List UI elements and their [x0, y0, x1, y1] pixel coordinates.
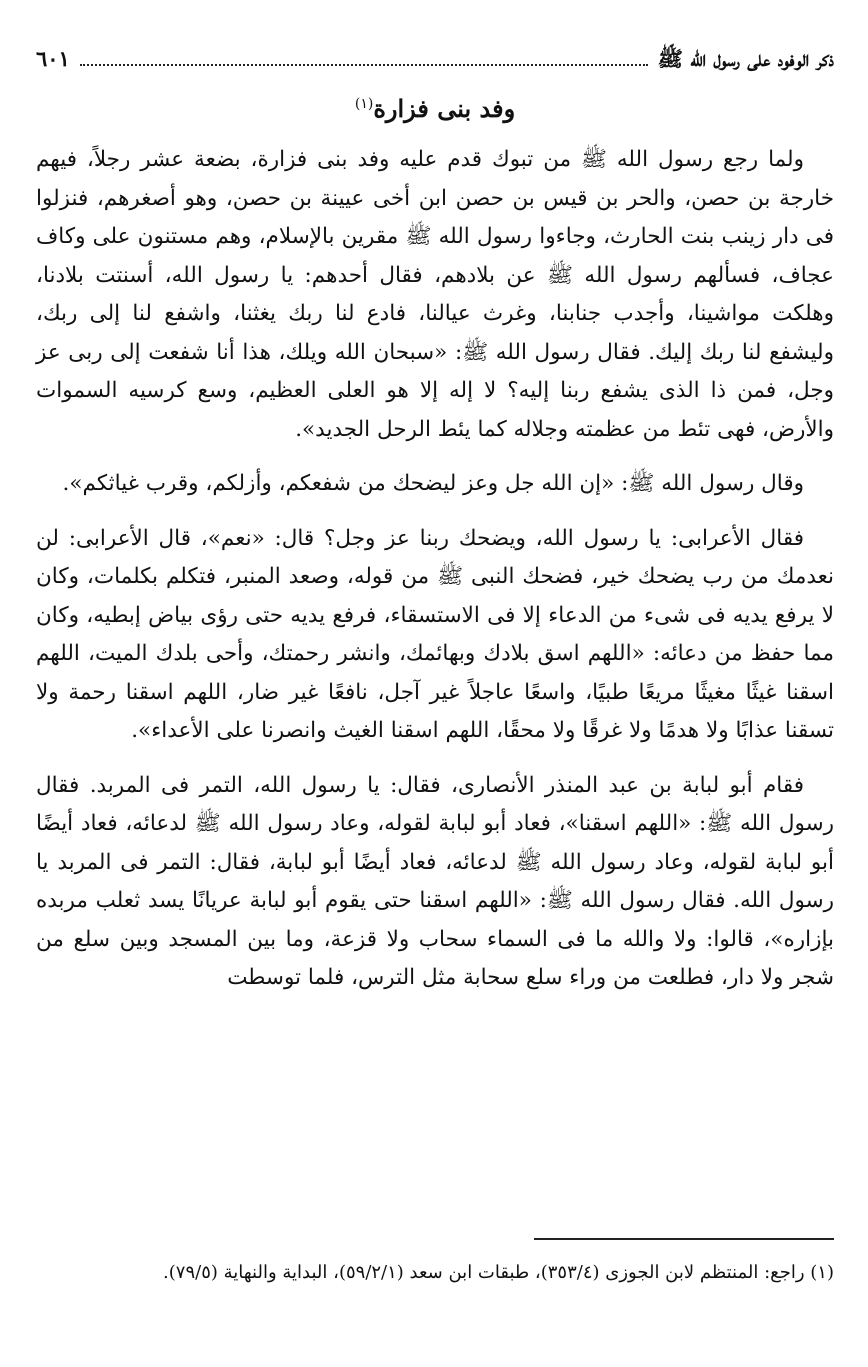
paragraph-4: فقام أبو لبابة بن عبد المنذر الأنصارى، فقال: يا رسول الله، التمر فى المربد. فقال رسول الله ﷺ: «اللهم اسقنا»، فعاد أبو لبابة لقوله، وعاد رسول الله ﷺ لدعائه، فعاد أيضًا أبو لبابة لقوله، وعاد رسول الله ﷺ لدعائه، فعاد أيضًا أبو لبابة، فقال: التمر فى المربد يا رسول الله. فقال رسول الله ﷺ: «اللهم اسقنا حتى يقوم أبو لبابة عريانًا يسد ثعلب مربده بإزاره»، قالوا: ولا والله ما فى السماء سحاب ولا قزعة، وما بين المسجد وبين سلع من شجر ولا دار، فطلعت من وراء سلع سحابة مثل الترس، فلما توسطت: [36, 772, 834, 990]
running-title: ذكر الوفود على رسول الله ﷺ: [657, 46, 834, 71]
paragraph-2: وقال رسول الله ﷺ: «إن الله جل وعز ليضحك من شفعكم، وأزلكم، وقرب غياثكم».: [62, 471, 804, 496]
section-title-text: وفد بنى فزارة: [373, 94, 516, 123]
leader-dots: [80, 64, 648, 66]
paragraph-1: ولما رجع رسول الله ﷺ من تبوك قدم عليه وفد بنى فزارة، بضعة عشر رجلاً، فيهم خارجة بن حصن، والحر بن قيس بن حصن ابن أخى عيينة بن حصن، وهو أصغرهم، فنزلوا فى دار زينب بنت الحارث، وجاءوا رسول الله ﷺ مقرين بالإسلام، وهم مستنون على وكاف عجاف، فسألهم رسول الله ﷺ عن بلادهم، فقال أحدهم: يا رسول الله، أسنتت بلادنا، وهلكت مواشينا، وأجدب جنابنا، وغرث عيالنا، فادع لنا ربك يغثنا، واشفع لنا إلى ربك، وليشفع لنا ربك إليك. فقال رسول الله ﷺ: «سبحان الله ويلك، هذا أنا شفعت إلى ربى عز وجل، فمن ذا الذى يشفع ربنا إليه؟ لا إله إلا هو العلى العظيم، وسع كرسيه السموات والأرض، فهى تئط من عظمته وجلاله كما يئط الرحل الجديد».: [36, 147, 834, 442]
paragraph-3: فقال الأعرابى: يا رسول الله، ويضحك ربنا عز وجل؟ قال: «نعم»، قال الأعرابى: لن نعدمك من رب يضحك خير، فضحك النبى ﷺ من قوله، وصعد المنبر، فتكلم بكلمات، وكان لا يرفع يديه فى شىء من الدعاء إلا فى الاستسقاء، فرفع يديه حتى رؤى بياض إبطيه، وكان مما حفظ من دعائه: «اللهم اسق بلادك وبهائمك، وانشر رحمتك، وأحى بلدك الميت، اللهم اسقنا غيثًا مغيثًا مريعًا طبيًا، واسعًا عاجلاً غير آجل، نافعًا غير ضار، اللهم اسقنا رحمة ولا تسقنا عذابًا ولا هدمًا ولا غرقًا ولا محقًا، اللهم اسقنا الغيث وانصرنا على الأعداء».: [36, 525, 834, 743]
footnote: (١) راجع: المنتظم لابن الجوزى (٣٥٣/٤)، طبقات ابن سعد (٥٩/٢/١)، البداية والنهاية (٧٩/٥).: [163, 1262, 834, 1283]
running-header: [36, 40, 834, 78]
page-number: ٦٠١: [36, 46, 70, 71]
footnote-reference: (١): [354, 96, 374, 112]
footnote-divider: [534, 1238, 834, 1240]
section-title: [36, 86, 834, 127]
book-page: [36, 40, 834, 1347]
